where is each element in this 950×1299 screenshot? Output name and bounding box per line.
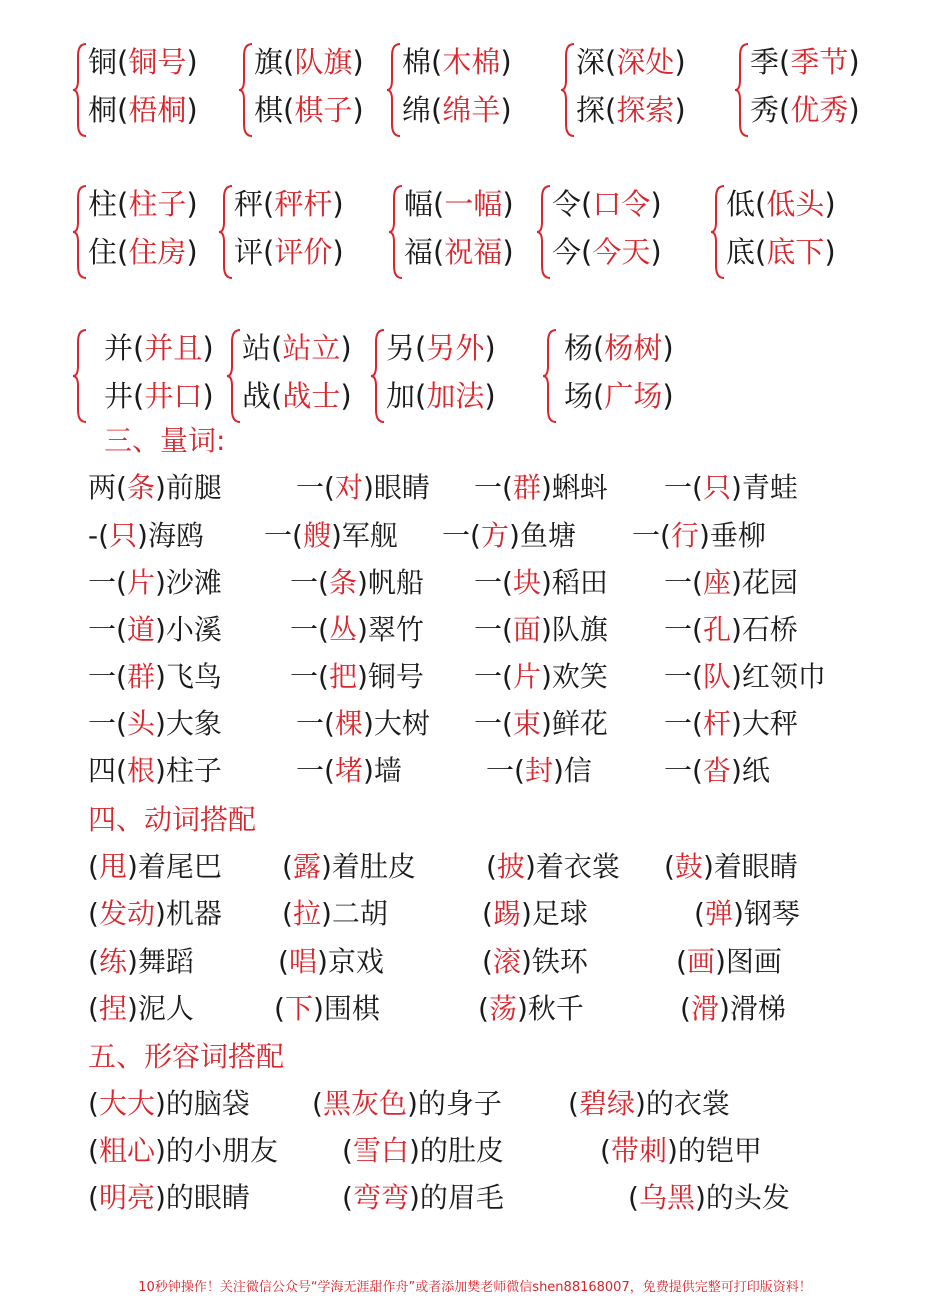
pair-char: 另	[386, 331, 416, 365]
brace-icon	[370, 328, 386, 424]
section-5-title: 五、形容词搭配	[88, 1040, 285, 1073]
pair-char: 深	[576, 45, 606, 79]
pair-answer: 加法	[426, 379, 485, 413]
pair-char: 旗	[254, 45, 284, 79]
measure-item: 一(条)帆船	[290, 566, 424, 599]
measure-item: 一(道)小溪	[88, 613, 222, 646]
pair-line-top: 另(另外)	[386, 331, 496, 365]
adjective-row	[0, 1129, 950, 1173]
adjective-item: (碧绿)的衣裳	[568, 1087, 730, 1120]
pair-line-bottom: 底(底下)	[726, 235, 836, 269]
pair-answer: 棋子	[294, 93, 353, 127]
pair-line-top: 旗(队旗)	[254, 45, 364, 79]
verb-item: (发动)机器	[88, 897, 222, 930]
pair-answer: 底下	[766, 235, 825, 269]
pair-char: 今	[552, 235, 582, 269]
pair-char: 秀	[750, 93, 780, 127]
pair-line-top: 深(深处)	[576, 45, 686, 79]
adjective-item: (大大)的脑袋	[88, 1087, 250, 1120]
pair-answer: 口令	[592, 187, 651, 221]
pair-line-bottom: 场(广场)	[564, 379, 674, 413]
measure-item: 一(片)欢笑	[474, 660, 608, 693]
brace-icon	[72, 184, 88, 280]
verb-item: (露)着肚皮	[282, 850, 416, 883]
pair-answer: 绵羊	[442, 93, 501, 127]
pair-char: 评	[234, 235, 264, 269]
pair-line-bottom: 棋(棋子)	[254, 93, 364, 127]
pair-char: 低	[726, 187, 756, 221]
brace-icon	[536, 184, 552, 280]
measure-item: 一(行)垂柳	[632, 519, 766, 552]
pair-line-bottom: 战(战士)	[242, 379, 352, 413]
pair-char: 站	[242, 331, 272, 365]
pair-char: 铜	[88, 45, 118, 79]
adjective-item: (明亮)的眼睛	[88, 1181, 250, 1214]
pair-line-bottom: 福(祝福)	[404, 235, 514, 269]
pair-answer: 并且	[144, 331, 203, 365]
pair-char: 季	[750, 45, 780, 79]
pair-char: 探	[576, 93, 606, 127]
pair-line-top: 站(站立)	[242, 331, 352, 365]
measure-item: 一(只)青蛙	[664, 471, 798, 504]
pair-line-top: 柱(柱子)	[88, 187, 198, 221]
measure-item: 一(群)蝌蚪	[474, 471, 608, 504]
pair-answer: 祝福	[444, 235, 503, 269]
adjective-item: (黑灰色)的身子	[312, 1087, 502, 1120]
pair-line-top: 秤(秤杆)	[234, 187, 344, 221]
pair-char: 战	[242, 379, 272, 413]
measure-item: 一(杆)大秤	[664, 707, 798, 740]
pair-line-top: 令(口令)	[552, 187, 662, 221]
pair-row-1	[0, 40, 950, 140]
measure-item: 一(块)稻田	[474, 566, 608, 599]
pair-line-top: 低(低头)	[726, 187, 836, 221]
measure-row	[0, 514, 950, 558]
measure-row	[0, 466, 950, 510]
pair-answer: 柱子	[128, 187, 187, 221]
brace-icon	[386, 42, 402, 138]
pair-char: 棉	[402, 45, 432, 79]
measure-row	[0, 655, 950, 699]
brace-icon	[388, 184, 404, 280]
pair-answer: 深处	[616, 45, 675, 79]
measure-item: 一(方)鱼塘	[442, 519, 576, 552]
pair-line-bottom: 绵(绵羊)	[402, 93, 512, 127]
pair-char: 棋	[254, 93, 284, 127]
pair-line-top: 杨(杨树)	[564, 331, 674, 365]
measure-item: 一(束)鲜花	[474, 707, 608, 740]
verb-item: (唱)京戏	[278, 945, 384, 978]
measure-row	[0, 561, 950, 605]
pair-line-bottom: 加(加法)	[386, 379, 496, 413]
verb-item: (练)舞蹈	[88, 945, 194, 978]
pair-line-bottom: 评(评价)	[234, 235, 344, 269]
pair-answer: 低头	[766, 187, 825, 221]
adjective-row	[0, 1176, 950, 1220]
pair-answer: 季节	[790, 45, 849, 79]
verb-item: (滚)铁环	[482, 945, 588, 978]
pair-line-top: 棉(木棉)	[402, 45, 512, 79]
measure-item: 四(根)柱子	[88, 754, 222, 787]
pair-answer: 今天	[592, 235, 651, 269]
pair-char: 并	[104, 331, 134, 365]
verb-item: (捏)泥人	[88, 992, 194, 1025]
section-3-title: 三、量词:	[104, 424, 226, 457]
adjective-item: (粗心)的小朋友	[88, 1134, 278, 1167]
measure-row	[0, 702, 950, 746]
adjective-item: (带刺)的铠甲	[600, 1134, 762, 1167]
pair-line-bottom: 探(探索)	[576, 93, 686, 127]
brace-icon	[542, 328, 558, 424]
pair-line-bottom: 井(井口)	[104, 379, 214, 413]
verb-row	[0, 987, 950, 1031]
pair-answer: 站立	[282, 331, 341, 365]
measure-item: 一(艘)军舰	[264, 519, 398, 552]
adjective-item: (乌黑)的头发	[628, 1181, 790, 1214]
brace-icon	[72, 328, 88, 424]
measure-item: 一(座)花园	[664, 566, 798, 599]
pair-char: 住	[88, 235, 118, 269]
brace-icon	[238, 42, 254, 138]
pair-row-3	[0, 326, 950, 426]
measure-item: 一(棵)大树	[296, 707, 430, 740]
measure-item: 一(沓)纸	[664, 754, 770, 787]
pair-char: 幅	[404, 187, 434, 221]
measure-item: 一(队)红领巾	[664, 660, 826, 693]
pair-answer: 铜号	[128, 45, 187, 79]
pair-answer: 广场	[604, 379, 663, 413]
pair-answer: 梧桐	[128, 93, 187, 127]
pair-answer: 队旗	[294, 45, 353, 79]
section-4-title: 四、动词搭配	[88, 803, 257, 836]
pair-answer: 探索	[616, 93, 675, 127]
pair-answer: 另外	[426, 331, 485, 365]
measure-item: 两(条)前腿	[88, 471, 222, 504]
measure-item: 一(头)大象	[88, 707, 222, 740]
verb-item: (荡)秋千	[478, 992, 584, 1025]
measure-item: 一(堵)墙	[296, 754, 402, 787]
pair-answer: 优秀	[790, 93, 849, 127]
pair-char: 场	[564, 379, 594, 413]
brace-icon	[710, 184, 726, 280]
measure-row	[0, 749, 950, 793]
verb-item: (甩)着尾巴	[88, 850, 222, 883]
measure-item: 一(把)铜号	[290, 660, 424, 693]
pair-answer: 井口	[144, 379, 203, 413]
pair-line-bottom: 今(今天)	[552, 235, 662, 269]
adjective-item: (雪白)的肚皮	[342, 1134, 504, 1167]
verb-item: (下)围棋	[274, 992, 380, 1025]
pair-answer: 木棉	[442, 45, 501, 79]
verb-item: (弹)钢琴	[694, 897, 800, 930]
adjective-row	[0, 1082, 950, 1126]
measure-item: 一(对)眼睛	[296, 471, 430, 504]
verb-row	[0, 940, 950, 984]
pair-line-top: 季(季节)	[750, 45, 860, 79]
pair-answer: 评价	[274, 235, 333, 269]
verb-item: (拉)二胡	[282, 897, 388, 930]
verb-item: (画)图画	[676, 945, 782, 978]
brace-icon	[226, 328, 242, 424]
brace-icon	[734, 42, 750, 138]
brace-icon	[218, 184, 234, 280]
pair-line-top: 铜(铜号)	[88, 45, 198, 79]
pair-char: 加	[386, 379, 416, 413]
pair-line-bottom: 住(住房)	[88, 235, 198, 269]
verb-item: (鼓)着眼睛	[664, 850, 798, 883]
measure-item: 一(封)信	[486, 754, 592, 787]
verb-row	[0, 845, 950, 889]
pair-line-bottom: 秀(优秀)	[750, 93, 860, 127]
pair-row-2	[0, 182, 950, 282]
verb-item: (踢)足球	[482, 897, 588, 930]
measure-item: 一(面)队旗	[474, 613, 608, 646]
measure-item: 一(片)沙滩	[88, 566, 222, 599]
verb-row	[0, 892, 950, 936]
pair-char: 柱	[88, 187, 118, 221]
pair-answer: 一幅	[444, 187, 503, 221]
measure-row	[0, 608, 950, 652]
pair-answer: 秤杆	[274, 187, 333, 221]
pair-line-bottom: 桐(梧桐)	[88, 93, 198, 127]
brace-icon	[72, 42, 88, 138]
pair-char: 桐	[88, 93, 118, 127]
pair-answer: 住房	[128, 235, 187, 269]
measure-item: 一(丛)翠竹	[290, 613, 424, 646]
pair-char: 秤	[234, 187, 264, 221]
pair-char: 杨	[564, 331, 594, 365]
measure-item: -(只)海鸥	[88, 519, 204, 552]
verb-item: (披)着衣裳	[486, 850, 620, 883]
pair-answer: 杨树	[604, 331, 663, 365]
adjective-item: (弯弯)的眉毛	[342, 1181, 504, 1214]
pair-line-top: 幅(一幅)	[404, 187, 514, 221]
pair-char: 井	[104, 379, 134, 413]
brace-icon	[560, 42, 576, 138]
pair-char: 福	[404, 235, 434, 269]
footer-promo-text: 10秒钟操作！关注微信公众号“学海无涯甜作舟”或者添加樊老师微信shen88168007，免费提供完整可打印版资料！	[138, 1280, 812, 1295]
measure-item: 一(群)飞鸟	[88, 660, 222, 693]
measure-item: 一(孔)石桥	[664, 613, 798, 646]
pair-answer: 战士	[282, 379, 341, 413]
pair-char: 底	[726, 235, 756, 269]
verb-item: (滑)滑梯	[680, 992, 786, 1025]
pair-char: 绵	[402, 93, 432, 127]
pair-line-top: 并(并且)	[104, 331, 214, 365]
pair-char: 令	[552, 187, 582, 221]
